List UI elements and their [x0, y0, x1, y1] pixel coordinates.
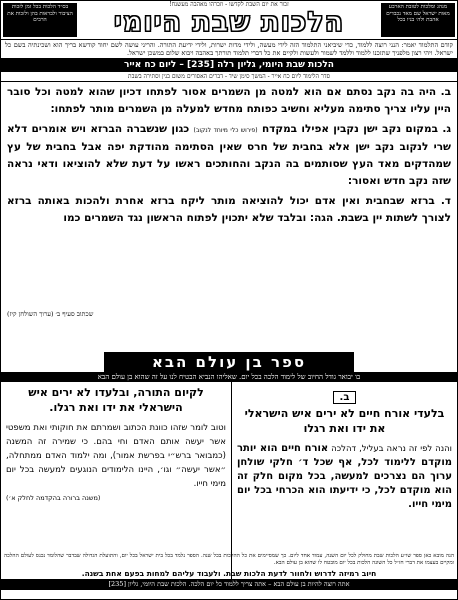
- paragraph-g-note: (פירוש כלי מיוחד לנקוב): [193, 127, 258, 134]
- halacha-text: [1, 82, 457, 308]
- paragraph-g: [7, 121, 451, 190]
- paragraph-d: ד. ברזא שבחבית ואין אדם יכול להוציאה מותר ליקח ברזא אחרת ולהכות באותה ברזא לצורך לשתות יין בשבת. הגה: ובלבד שלא יתכוין לפתוח הראשון נגד השמרים כמו: [7, 195, 451, 224]
- paragraph-b: ב. היה בה נקב נסתם אם הוא למטה מן השמרים אסור לפתחו דכיון שהוא למטה וכל סובר היין עליו צריך סתימה מעליא וחשיב כפותח מחדש למעלה מן השמרים מותר לפתחו:: [7, 86, 451, 115]
- left-column-text: וטוב לומר שזהו כוונת הכתוב ושמרתם את חוקותי ואת משפטי אשר יעשה אותם האדם וחי בהם. כי שמירה זה המשנה (כמבואר ברש״י בפרשת אמור), ומה ילמוד האדם ממתחלה, ״אשר יעשה״ וגו׳, היינו הלימודים הנוגעים למעשה בכל יום מימי חייו.: [6, 423, 226, 489]
- masthead-verse: זכור את יום השבת לקדשו - וזכרהו מאהבה מעשנח!: [169, 1, 289, 8]
- study-schedule-line: סדר הלימוד ליום כח אייר - המשך סימן שיד - דברים האסורים משום בנין וסתירה בשבת: [1, 72, 457, 82]
- footer-text: הנה מובא כאן ספר שו״ע הלכות שבת מחולק לכל יום השנה, עמוד אחד ליום. כך שמסיימים את כל ההלכות בכל שנה. הספר נלמד בכל בית ישראל בכל יום, והתועלת הגדולה שבדבר שהלומד נכנס לעולם ההלכה ומקיים בעצמו את דברי חז״ל כל השונה הלכות בכל יום מובטח לו שהוא בן עולם הבא.: [4, 553, 454, 566]
- book-title: ספר בן עולם הבא: [104, 352, 354, 372]
- masthead-title: הלכות שבת היומי: [113, 7, 345, 38]
- source-reference: שכתוב סעיף ב׳ (ערוך השולחן קיז): [7, 310, 94, 318]
- right-column-text: [237, 442, 452, 512]
- left-column-source: (משנה ברורה בהקדמה לחלק א׳): [6, 494, 101, 502]
- book-subtitle: בו יבואר גודל החיוב של לימוד הלכה בכל יום. שאליהו הנביא הבטיח לנו על זה שהוא בן עולם הבא: [1, 372, 457, 382]
- footer: [1, 552, 457, 599]
- footer-bold-line: חיוב רמיזה לדרוש ולחוור לדעת הלכות שבת. ולעבוד עליהם למחות בפעם אחת בשנה.: [81, 569, 377, 578]
- section-number: ב.: [333, 391, 357, 404]
- left-column-heading: לקיום התורה, ובלעדו לא ירים איש הישראלי את ידו ואת רגלו.: [28, 386, 204, 414]
- paragraph-g-lead: ג. במקום נקב ישן נקבין אפילו במקדח: [261, 123, 452, 135]
- paragraph-g-rest: כגון שנשברה הברזא ויש אומרים דלא שרי לנקוב נקב ישן אלא בחבית של חרס שאין הסתימה מהודקת יפה אבל בחבית של עץ שמהדקים מאד העץ שסותמים בה הנקב והחותכים ראשו על דעת שלא להוציאו ודאי נראה שזה נקב חדש ואסור:: [7, 123, 451, 187]
- masthead: [1, 1, 457, 40]
- masthead-badge-right: מנהג ומלכות לטובת הארבע מאות ישראל שם מאד נכבדים אהבת ולה׳ בניו בכל: [381, 3, 455, 37]
- book-section: [1, 352, 457, 583]
- issue-bar: הלכות שבת היומי, גליון רלה [235] – ליום כח אייר: [1, 59, 457, 72]
- right-column-body: אורח חיים הוא יותר מוקדם ללימוד לכל, אף שכל ד׳ חלקי שולחן ערוך הם נצרכים למעשה, בכל מקום חלק זה הוא מוקדם לכל, כי ידיעתו הוא הכרחי בכל יום מימי חייו.: [237, 443, 452, 510]
- masthead-badge-left: בס״ד הלכות בכל זמן לזכות הציבור ולבראות בהן ולזכות את הרבים: [3, 3, 77, 37]
- right-column-heading: בלעדי אורח חיים לא ירים איש הישראלי את ידו ואת רגלו: [244, 407, 445, 435]
- right-column-lead: והנה לפי זה נראה בעליל, דהלכה: [331, 444, 452, 454]
- masthead-center: [79, 1, 379, 37]
- intro-prayer: קודם התלמוד יאמר: הנני רוצה ללמוד, כדי שיביאני התלמוד הזה לידי מעשה, ולידי מדות ישרות, ולידי ידיעת התורה. והריני עושה לשם יחוד קודשא בריך הוא ושכינתיה בשם כל ישראל. ויהי רצון מלפניך שתזכנו ללמוד וללמד לשמור ולעשות ולקיים את כל דברי תלמוד תורתך באהבה ויבוא שלום במשכן ישראל.: [1, 40, 457, 59]
- footer-bar: אתה רוצה להיות בן עולם הבא – אתה צריך ללמוד כל יום הלכה. הלכות שבת היומי, גליון [235]: [1, 579, 457, 590]
